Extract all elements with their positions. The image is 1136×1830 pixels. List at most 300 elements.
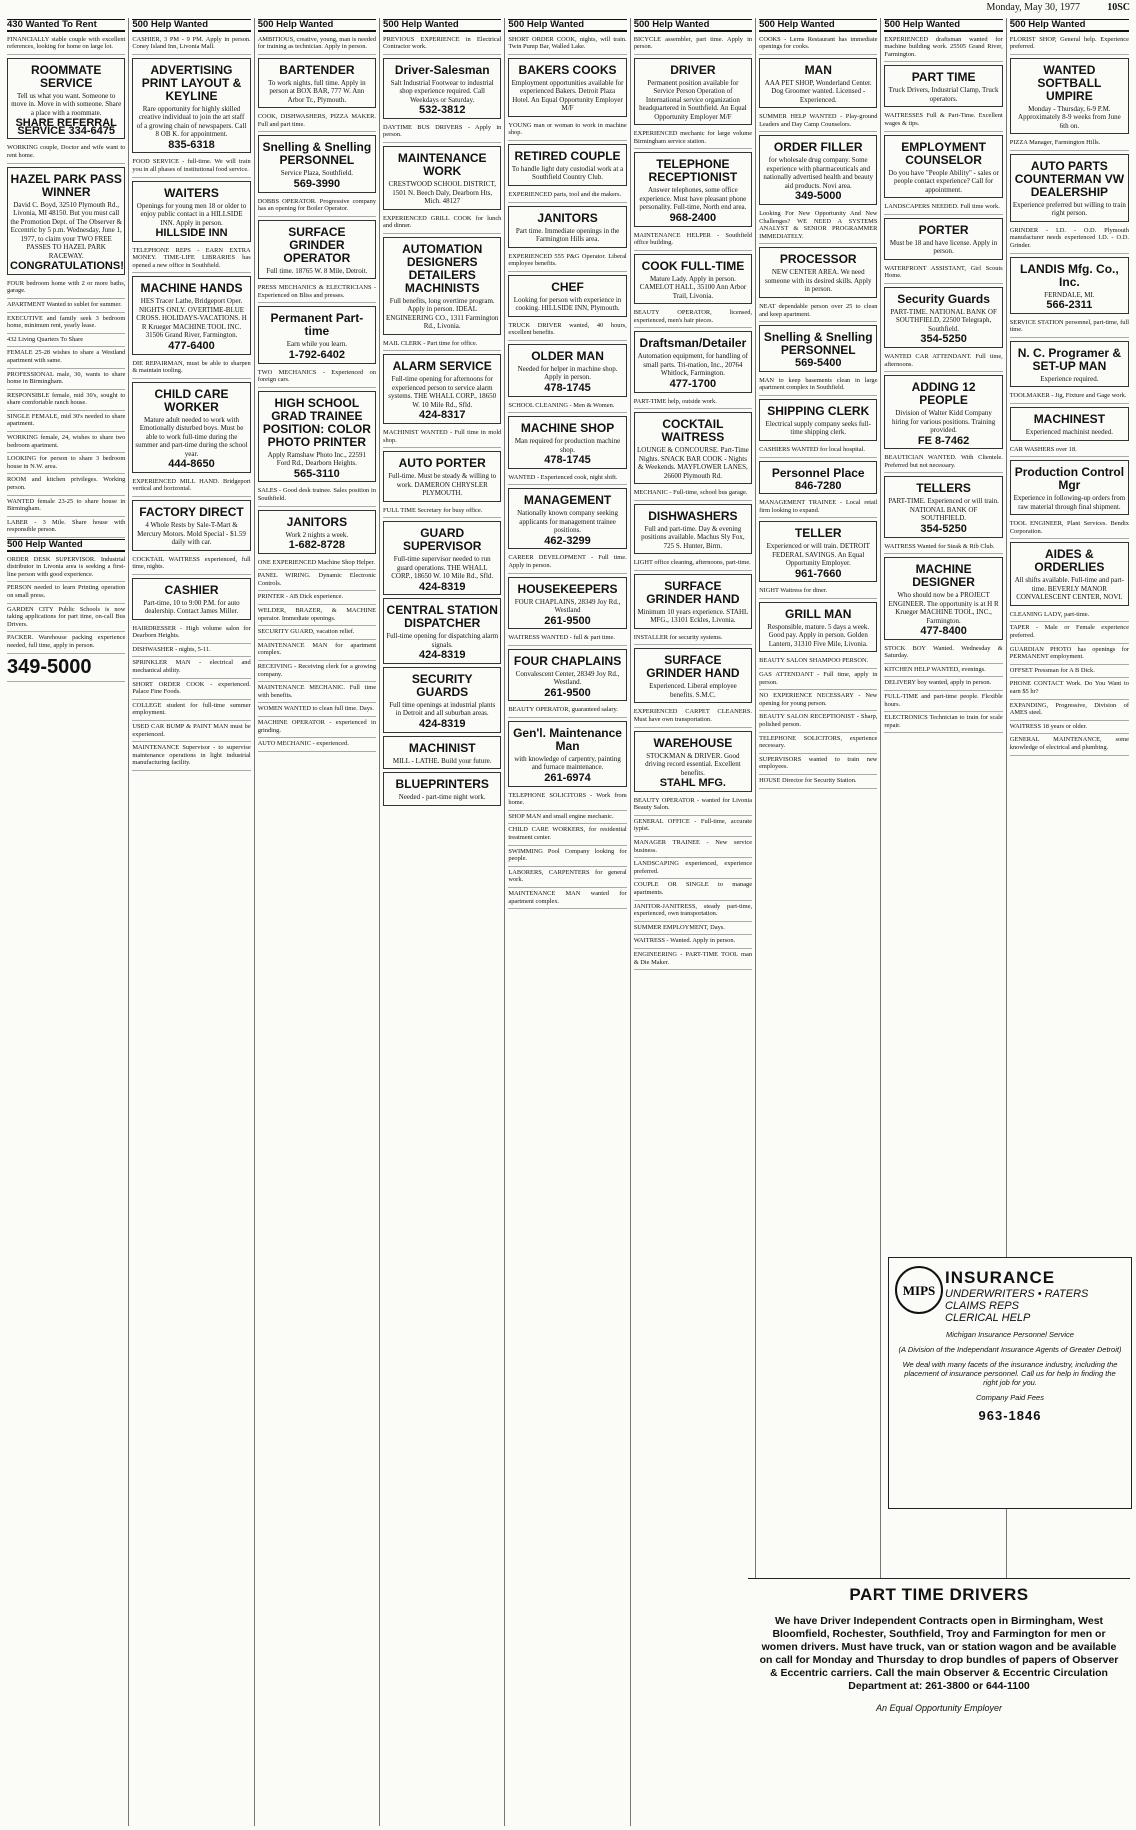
display-ad-phone: STAHL MFG.: [659, 777, 726, 790]
classified-ad: RECEIVING - Receiving clerk for a growing company.: [258, 661, 376, 682]
display-ad-body: AAA PET SHOP, Wonderland Center. Dog Groomer wanted. Licensed - Experienced.: [764, 78, 872, 104]
display-ad-body: Who should now be a PROJECT ENGINEER. The opportunity is at H R Krueger MACHINE TOOL, INC., Farmington.: [888, 591, 999, 625]
display-ad: [634, 58, 752, 126]
column-heading: 500 Help Wanted: [383, 19, 501, 32]
display-ad-title: DISHWASHERS: [648, 508, 738, 523]
display-ad-title: LANDIS Mfg. Co., Inc.: [1020, 261, 1119, 289]
display-ad-phone: 444-8650: [168, 458, 215, 471]
display-ad-title: COOK FULL-TIME: [641, 258, 745, 273]
classified-columns: [4, 18, 1132, 1826]
display-ad: [258, 391, 376, 483]
display-ad: [1010, 460, 1129, 515]
display-ad-phone: 478-1745: [544, 454, 591, 467]
display-ad-phone: 424-8319: [418, 580, 466, 593]
display-ad-body: PART-TIME. NATIONAL BANK OF SOUTHFIELD, 22500 Telegraph, Southfield.: [890, 307, 997, 333]
display-ad-body: Experience in following-up orders from raw material through final shipment.: [1013, 494, 1126, 511]
classified-ad: LIGHT office cleaning, afternoons, part-time.: [634, 557, 752, 571]
classified-ad: PROFESSIONAL male, 30, wants to share home in Birmingham.: [7, 369, 125, 390]
insurance-title: INSURANCE: [945, 1268, 1056, 1287]
display-ad-body: Full and part-time. Day & evening positions available. Machus Sly Fox, 725 S. Hunter, Birm.: [641, 524, 745, 550]
classified-ad: CASHIER, 3 PM - 9 PM. Apply in person. Coney Island Inn, Livonia Mall.: [132, 34, 250, 55]
column-heading: 500 Help Wanted: [132, 19, 250, 32]
display-ad-title: HAZEL PARK PASS WINNER: [10, 171, 122, 199]
classified-ad: MAINTENANCE Supervisor - to supervise maintenance operations in light industrial manufacturing facility.: [132, 742, 250, 771]
classified-ad: NIGHT Waitress for diner.: [759, 585, 877, 599]
display-ad-body: PART-TIME. Experienced or will train. NATIONAL BANK OF SOUTHFIELD.: [888, 497, 999, 523]
part-time-drivers-ad: [748, 1578, 1130, 1827]
classified-ad: SECURITY GUARD, vacation relief.: [258, 626, 376, 640]
display-ad-phone: 961-7660: [794, 567, 842, 580]
display-ad: [132, 58, 250, 154]
display-ad-phone: 566-2311: [1046, 299, 1093, 312]
display-ad-title: Gen'l. Maintenance Man: [513, 725, 622, 753]
display-ad: [7, 167, 125, 275]
classified-ad: SWIMMING Pool Company looking for people.: [508, 846, 626, 867]
classified-ad: GUARDIAN PHOTO has openings for PERMANENT employment.: [1010, 644, 1129, 665]
display-ad-body: Full-time opening for dispatching alarm signals.: [386, 632, 499, 649]
display-ad-body: Truck Drivers, Industrial Clamp, Truck operators.: [888, 86, 999, 103]
classified-ad: MAIL CLERK - Part time for office.: [383, 338, 501, 352]
display-ad: [759, 247, 877, 298]
display-ad-title: HIGH SCHOOL GRAD TRAINEE POSITION: COLOR PHOTO PRINTER: [262, 395, 371, 449]
column-3: [255, 18, 380, 1826]
column-7: [756, 18, 881, 1826]
classified-ad: EXPERIENCED MILL HAND. Bridgeport vertical and horizontal.: [132, 476, 250, 497]
display-ad-title: MACHINIST: [408, 740, 476, 755]
display-ad-body: HES Tracer Lathe, Bridgeport Oper. NIGHTS ONLY. OVERTIME-BLUE CROSS. HOLIDAYS-VACATIONS. H R Krueger MACHINE TOOL INC. 31506 Grand River, Farmington.: [136, 297, 247, 340]
classified-ad: HOUSE Director for Security Station.: [759, 775, 877, 789]
display-ad-phone: 261-9500: [544, 686, 591, 699]
classified-ad: EXPERIENCED parts, tool and die makers.: [508, 189, 626, 203]
classified-ad: COCKTAIL WAITRESS experienced, full time, nights.: [132, 554, 250, 575]
display-ad-phone: 261-6974: [544, 771, 591, 784]
drivers-title: PART TIME DRIVERS: [849, 1585, 1029, 1604]
display-ad-title: TELLERS: [916, 481, 971, 496]
display-ad-title: COCKTAIL WAITRESS: [661, 417, 725, 445]
display-ad-body: Experience preferred but willing to train right person.: [1012, 200, 1126, 218]
classified-ad: DIE REPAIRMAN, must be able to sharpen & maintain tooling.: [132, 358, 250, 379]
display-ad-title: JANITORS: [537, 210, 598, 225]
display-ad: [1010, 257, 1129, 314]
classified-ad: WANTED - Experienced cook, night shift.: [508, 472, 626, 486]
classified-ad: WANTED CAR ATTENDANT. Full time, afternoons.: [884, 351, 1002, 372]
display-ad-body: CRESTWOOD SCHOOL DISTRICT, 1501 N. Beech Daly, Dearborn Hts, Mich. 48127: [388, 180, 496, 206]
display-ad-title: BAKERS COOKS: [518, 62, 617, 77]
classified-ad: TOOL ENGINEER, Plant Services. Bendix Corporation.: [1010, 518, 1129, 539]
display-ad-title: CHILD CARE WORKER: [154, 386, 229, 414]
display-ad: [634, 152, 752, 226]
display-ad-phone: 477-1700: [669, 377, 717, 390]
classified-ad: SALES - Good desk trainee. Sales position in Southfield.: [258, 485, 376, 506]
display-ad-phone: 532-3812: [418, 104, 466, 117]
display-ad-title: MAN: [804, 62, 832, 77]
display-ad-body: Apply Ramshaw Photo Inc., 22591 Ford Rd., Dearborn Heights.: [267, 450, 367, 468]
display-ad-body: Full benefits, long overtime program. Apply in person. IDEAL ENGINEERING CO., 1311 Farmington Rd., Livonia.: [386, 296, 499, 331]
display-ad: [634, 412, 752, 484]
classified-ad: TAPER - Male or Female experience preferred.: [1010, 622, 1129, 643]
classified-ad: CHILD CARE WORKERS, for residential treatment center.: [508, 824, 626, 845]
display-ad-body: Full-time. Must be steady & willing to work. DAMERON CHRYSLER PLYMOUTH.: [388, 472, 497, 498]
classified-ad: MACHINE OPERATOR - experienced in grinding.: [258, 717, 376, 738]
classified-ad: ROOM and kitchen privileges. Working person.: [7, 474, 125, 495]
classified-ad: COLLEGE student for full-time summer employment.: [132, 700, 250, 721]
display-ad-title: Production Control Mgr: [1014, 465, 1125, 493]
column-2: [129, 18, 254, 1826]
display-ad: [383, 237, 501, 335]
display-ad-title: MACHINE SHOP: [520, 421, 615, 436]
classified-ad: MAN to keep basements clean in large apartment complex in Southfield.: [759, 375, 877, 396]
classified-ad: MECHANIC - Full-time, school bus garage.: [634, 487, 752, 501]
classified-ad: WAITRESS WANTED - full & part time.: [508, 632, 626, 646]
display-ad-body: Tell us what you want. Someone to move in. Move in with someone. Share a place with a roommate.: [11, 91, 122, 117]
insurance-note: We deal with many facets of the insurance industry, including the placement of insurance personnel. Call us for help in finding the right job for you.: [902, 1360, 1118, 1387]
classified-ad: AMBITIOUS, creative, young, man is needed for training as technician. Apply in person.: [258, 34, 376, 55]
classified-ad: PRINTER - AB Dick experience.: [258, 591, 376, 605]
display-ad-body: Automation equipment, for handling of small parts. Tri-mation, Inc., 20764 Whitlock, Farmington.: [637, 352, 748, 378]
display-ad: [508, 344, 626, 397]
classified-ad: SUPERVISORS wanted to train new employees.: [759, 754, 877, 775]
classified-ad: NEAT dependable person over 25 to clean and keep apartment.: [759, 301, 877, 322]
display-ad-body: Full time openings at industrial plants in Detroit and all suburban areas.: [389, 700, 496, 718]
display-ad-title: MACHINE DESIGNER: [912, 562, 975, 590]
classified-ad: INSTALLER for security systems.: [634, 632, 752, 646]
insurance-line-3: CLERICAL HELP: [945, 1312, 1031, 1324]
display-ad-body: Experienced or will train. DETROIT FEDERAL SAVINGS. An Equal Opportunity Employer.: [766, 542, 870, 568]
display-ad: [258, 306, 376, 363]
display-ad-title: AUTO PARTS COUNTERMAN VW DEALERSHIP: [1014, 158, 1125, 199]
display-ad: [759, 325, 877, 372]
display-ad-title: GRILL MAN: [785, 606, 852, 621]
display-ad-title: PROCESSOR: [779, 252, 857, 267]
insurance-phone: 963-1846: [978, 1408, 1042, 1423]
display-ad-title: Security Guards: [897, 291, 990, 306]
display-ad: [508, 275, 626, 317]
column-heading: 500 Help Wanted: [634, 19, 752, 32]
classified-ad: COOK, DISHWASHERS, PIZZA MAKER. Full and part time.: [258, 111, 376, 132]
classified-ad: Looking For New Opportunity And New Challenges? WE NEED A SYSTEMS ANALYST & SENIOR PROGRAMMER IMMEDIATELY.: [759, 208, 877, 244]
display-ad: [759, 521, 877, 582]
display-ad: [258, 135, 376, 192]
display-ad-title: ADDING 12 PEOPLE: [911, 380, 976, 408]
mips-logo-icon: [895, 1266, 943, 1314]
classified-ad: PIZZA Manager, Farmington Hills.: [1010, 137, 1129, 151]
display-ad-body: Man required for production machine shop.: [514, 437, 621, 454]
display-ad-phone: 569-5400: [794, 357, 842, 370]
column-8: [881, 18, 1006, 1826]
column-heading: 500 Help Wanted: [258, 19, 376, 32]
classified-ad: EXPERIENCED draftsman wanted for machine building work. 25505 Grand River, Farmington.: [884, 34, 1002, 63]
classified-ad: TOOLMAKER - Jig, Fixture and Gage work.: [1010, 390, 1129, 404]
display-ad: [1010, 154, 1129, 222]
classified-ad: EXPERIENCED 555 P&G Operator. Liberal employee benefits.: [508, 251, 626, 272]
display-ad-title: HOUSEKEEPERS: [517, 581, 618, 596]
column-heading: 500 Help Wanted: [884, 19, 1002, 32]
display-ad-body: Division of Walter Kidd Company hiring for various positions. Training provided.: [891, 409, 996, 435]
classified-ad: PACKER. Warehouse packing experience needed, full time, apply in person.: [7, 632, 125, 653]
display-ad-title: DRIVER: [670, 62, 716, 77]
display-ad-body: Full-time opening for afternoons for experienced person to service alarm systems. THE WHALL CORP., 18650 W. 10 Mile Rd., Sfld.: [388, 375, 497, 409]
display-ad-title: MAINTENANCE WORK: [397, 151, 487, 179]
classified-ad: GENERAL MAINTENANCE, some knowledge of electrical and plumbing.: [1010, 734, 1129, 755]
display-ad: [1010, 58, 1129, 135]
classified-ad: BICYCLE assembler, part time. Apply in person.: [634, 34, 752, 55]
display-ad: [634, 648, 752, 703]
display-ad-title: BLUEPRINTERS: [395, 777, 489, 791]
display-ad-body: Permanent position available for Service Person Operation of International service organization headquartered in Southfield. An Equal Opportunity Employer M/F: [639, 78, 747, 121]
display-ad: [884, 135, 1002, 199]
display-ad-title: CENTRAL STATION DISPATCHER: [386, 603, 498, 631]
column-heading: 500 Help Wanted: [759, 19, 877, 32]
display-ad-body: FERNDALE, MI.: [1044, 290, 1095, 299]
display-ad-title: ALARM SERVICE: [392, 359, 492, 374]
display-ad-body: Experienced. Liberal employee benefits. S.M.C.: [649, 682, 737, 699]
display-ad-body: Work 2 nights a week.: [285, 530, 349, 539]
display-ad-title: SHIPPING CLERK: [767, 403, 870, 418]
display-ad: [759, 135, 877, 205]
classified-ad: ENGINEERING - PART-TIME TOOL man & Die Maker.: [634, 949, 752, 970]
display-ad: [508, 144, 626, 186]
display-ad-phone: HILLSIDE INN: [155, 227, 228, 240]
display-ad-title: ORDER FILLER: [773, 140, 863, 155]
display-ad-phone: 569-3990: [293, 177, 341, 190]
display-ad-body: FOUR CHAPLAINS, 28349 Joy Rd., Westland: [514, 597, 621, 615]
insurance-service: Michigan Insurance Personnel Service: [946, 1330, 1074, 1339]
display-ad-title: GUARD SUPERVISOR: [402, 526, 482, 554]
classified-ad: CLEANING LADY, part-time.: [1010, 609, 1129, 623]
display-ad-phone: 565-3110: [293, 467, 340, 480]
classified-ad: FEMALE 25-28 wishes to share a Westland apartment with same.: [7, 347, 125, 368]
classified-ad: PERSON needed to learn Printing operation on small press.: [7, 582, 125, 603]
display-ad: [1010, 542, 1129, 606]
display-ad: [383, 146, 501, 210]
classified-ad: ORDER DESK SUPERVISOR. Industrial distributor in Livonia area is seeking a first-line person with good experience.: [7, 554, 125, 583]
display-ad: [132, 276, 250, 354]
classified-ad: BEAUTY OPERATOR, licensed, experienced, men's hair pieces.: [634, 307, 752, 328]
display-ad-body: Full time. 18765 W. 8 Mile, Detroit.: [266, 266, 368, 275]
display-ad-body: MILL - LATHE. Build your future.: [392, 756, 492, 765]
classified-ad: WAITRESS - Wanted. Apply in person.: [634, 935, 752, 949]
classified-ad: MAINTENANCE HELPER - Southfield office building.: [634, 230, 752, 251]
classified-ad: WAITRESS Wanted for Steak & Rib Club.: [884, 541, 1002, 555]
classified-ad: WOMEN WANTED to clean full time. Days.: [258, 703, 376, 717]
display-ad-phone: 354-5250: [920, 333, 967, 346]
display-ad: [383, 772, 501, 806]
display-ad-body: Part-time, 10 to 9:00 P.M. for auto dealership. Contact James Miller.: [143, 598, 240, 616]
classified-ad: TRUCK DRIVER wanted, 40 hours, excellent benefits.: [508, 320, 626, 341]
display-ad-phone: 477-6400: [168, 339, 215, 352]
classified-ad: OFFSET Pressman for A B Dick.: [1010, 665, 1129, 679]
classified-ad: CASHIERS WANTED for local hospital.: [759, 444, 877, 458]
display-ad-body: Openings for young men 18 or older to enjoy public contact in a HILLSIDE INN. Apply in person.: [136, 201, 247, 227]
display-ad-title: AUTO PORTER: [398, 456, 486, 471]
display-ad-title: MANAGEMENT: [523, 493, 612, 508]
classified-ad: GENERAL OFFICE - Full-time, accurate typist.: [634, 816, 752, 837]
display-ad-phone: SHARE REFERRAL SERVICE 334-6475: [15, 117, 117, 137]
display-ad: [759, 399, 877, 441]
display-ad-body: Mature Lady. Apply in person. CAMELOT HALL, 35100 Ann Arbor Trail, Livonia.: [639, 274, 747, 300]
classified-ad: WELDER, BRAZER, & MACHINE operator. Immediate openings.: [258, 605, 376, 626]
classified-ad: DAYTIME BUS DRIVERS - Apply in person.: [383, 122, 501, 143]
display-ad: [634, 504, 752, 555]
display-ad: [759, 58, 877, 109]
display-ad-body: Looking for person with experience in cooking. HILLSIDE INN, Plymouth.: [513, 295, 622, 313]
display-ad: [884, 65, 1002, 107]
display-ad: [132, 382, 250, 473]
display-ad: [383, 736, 501, 770]
classified-ad: MACHINIST WANTED - Full time in mold shop.: [383, 427, 501, 448]
classified-ad: PRESS MECHANICS & ELECTRICIANS - Experienced on Bliss and presses.: [258, 282, 376, 303]
display-ad-title: TELEPHONE RECEPTIONIST: [648, 157, 738, 185]
display-ad: [759, 461, 877, 495]
display-ad: [132, 578, 250, 620]
classified-ad: EXPANDING, Progressive, Division of AMES steel.: [1010, 700, 1129, 721]
display-ad-body: Experienced machinist needed.: [1025, 428, 1113, 437]
display-ad: [132, 181, 250, 242]
display-ad-phone: 835-6318: [168, 138, 215, 151]
display-ad: [884, 375, 1002, 449]
display-ad: [508, 577, 626, 630]
display-ad-title: PORTER: [918, 222, 969, 237]
column-heading: 500 Help Wanted: [1010, 19, 1129, 32]
display-ad-body: STOCKMAN & DRIVER. Good driving record essential. Excellent benefits.: [645, 751, 741, 777]
display-ad: [634, 331, 752, 392]
classified-ad: LANDSCAPERS NEEDED. Full time work.: [884, 201, 1002, 215]
classified-ad: CAR WASHERS over 18.: [1010, 444, 1129, 458]
classified-ad: TWO MECHANICS - Experienced on foreign cars.: [258, 367, 376, 388]
display-ad-title: SURFACE GRINDER HAND: [646, 653, 740, 681]
column-heading: 430 Wanted To Rent: [7, 19, 125, 32]
insurance-display-ad: [888, 1257, 1132, 1509]
classified-ad: BEAUTY SALON RECEPTIONIST - Sharp, polished person.: [759, 711, 877, 732]
classified-ad: COOKS - Lerns Restaurant has immediate openings for cooks.: [759, 34, 877, 55]
display-ad-title: AIDES & ORDERLIES: [1034, 547, 1105, 575]
classified-ad: COUPLE OR SINGLE to manage apartments.: [634, 879, 752, 900]
column-4: [380, 18, 505, 1826]
display-ad: [383, 667, 501, 733]
classified-ad: BEAUTY OPERATOR - wanted for Livonia Beauty Salon.: [634, 795, 752, 816]
classified-ad: SERVICE STATION personnel, part-time, full time.: [1010, 317, 1129, 338]
classified-ad: WAITRESSES Full & Part-Time. Excellent wages & tips.: [884, 110, 1002, 131]
display-ad: [884, 218, 1002, 260]
display-ad-title: SURFACE GRINDER HAND: [646, 578, 740, 606]
classified-ad: EXPERIENCED mechanic for large volume Birmingham service station.: [634, 128, 752, 149]
display-ad-body: Convalescent Center, 28349 Joy Rd., Westland.: [515, 669, 620, 687]
display-ad-phone: 478-1745: [544, 381, 591, 394]
display-ad: [1010, 407, 1129, 441]
svg-text:MIPS: MIPS: [902, 1283, 936, 1298]
classified-ad: USED CAR BUMP & PAINT MAN must be experienced.: [132, 721, 250, 742]
classified-ad: PREVIOUS EXPERIENCE in Electrical Contractor work.: [383, 34, 501, 55]
display-ad-body: To handle light duty custodial work at a Southfield Country Club.: [511, 164, 624, 182]
classified-ad: MANAGEMENT TRAINEE - Local retail firm looking to expand.: [759, 497, 877, 518]
display-ad-title: MACHINEST: [1033, 412, 1106, 427]
classified-ad: MANAGER TRAINEE - New service business.: [634, 837, 752, 858]
display-ad-body: Employment opportunities available for experienced Bakers. Detroit Plaza Hotel. An Equal Opportunity Employer M/F: [511, 78, 624, 113]
classified-ad: WATERFRONT ASSISTANT, Girl Scouts Home.: [884, 263, 1002, 284]
display-ad-phone: 462-3299: [544, 534, 591, 547]
display-ad-title: ADVERTISING PRINT LAYOUT & KEYLINE: [141, 62, 242, 103]
display-ad-body: Earn while you learn.: [286, 340, 347, 349]
display-ad-phone: 424-8319: [418, 717, 466, 730]
classified-ad: TELEPHONE REPS - EARN EXTRA MONEY. TIME-LIFE LIBRARIES has opened a new office in Southfield.: [132, 245, 250, 274]
display-ad: [383, 598, 501, 664]
display-ad-body: To work nights, full time. Apply in person at BOX BAR, 777 W. Ann Arbor Tr., Plymouth.: [268, 78, 366, 104]
display-ad-phone: FE 8-7462: [917, 434, 970, 447]
display-ad: [508, 488, 626, 549]
classified-ad: DELIVERY boy wanted, apply in person.: [884, 677, 1002, 691]
classified-ad: FULL-TIME and part-time people. Flexible hours.: [884, 691, 1002, 712]
display-ad: [508, 58, 626, 117]
display-ad-title: JANITORS: [286, 514, 348, 529]
display-ad-body: Minimum 10 years experience. STAHL MFG., 13101 Eckles, Livonia.: [637, 607, 749, 625]
display-ad-title: AUTOMATION DESIGNERS DETAILERS MACHINISTS: [402, 241, 483, 295]
classified-ad: WORKING female, 24, wishes to share two bedroom apartment.: [7, 432, 125, 453]
classified-ad: 432 Living Quarters To Share: [7, 334, 125, 348]
display-ad: [508, 416, 626, 469]
classified-ad: PANEL WIRING. Dynamic Electronic Controls.: [258, 570, 376, 591]
display-ad: [258, 58, 376, 109]
ad-phone: 349-5000: [7, 654, 125, 682]
display-ad-phone: 968-2400: [669, 211, 717, 224]
display-ad-body: Rare opportunity for highly skilled creative individual to join the art staff of a growing chain of newspapers. Call 8 OB K. for appointment.: [136, 104, 247, 139]
classified-ad: HAIRDRESSER - High volume salon for Dearborn Heights.: [132, 623, 250, 644]
display-ad-body: Must be 18 and have license. Apply in person.: [889, 238, 998, 256]
classified-ad: SHORT ORDER COOK - experienced. Palace Fine Foods.: [132, 679, 250, 700]
classified-ad: JANITOR-JANITRESS, steady part-time, experienced, own transportation.: [634, 901, 752, 922]
display-ad: [383, 451, 501, 502]
column-heading: 500 Help Wanted: [508, 19, 626, 32]
display-ad-body: Needed for helper in machine shop. Apply in person.: [517, 364, 618, 382]
display-ad: [884, 287, 1002, 348]
display-ad-title: WAITERS: [164, 185, 219, 200]
display-ad: [7, 58, 125, 140]
display-ad-body: Part time. Immediate openings in the Farmington Hills area.: [515, 226, 620, 244]
display-ad: [258, 220, 376, 280]
display-ad-body: with knowledge of carpentry, painting and furnace maintenance.: [514, 754, 621, 772]
display-ad-phone: 349-5000: [794, 190, 842, 203]
classified-ad: SHOP MAN and small engine mechanic.: [508, 811, 626, 825]
classified-ad: BEAUTY SALON SHAMPOO PERSON.: [759, 655, 877, 669]
classified-ad: LANDSCAPING experienced, experience preferred.: [634, 858, 752, 879]
column-6: [631, 18, 756, 1826]
classified-ad: BEAUTY OPERATOR, guaranteed salary.: [508, 704, 626, 718]
drivers-body: We have Driver Independent Contracts open in Birmingham, West Bloomfield, Rochester, Southfield, Troy and Farmington for men or women drivers. Must have truck, van or station wagon and be available on call for Monday and Thursday to drop bundles of papers of Observer & Eccentric carriers. Call the main Observer & Eccentric Circulation Department at: 261-3800 or 644-1100: [759, 1615, 1119, 1692]
classified-ad: KITCHEN HELP WANTED, evenings.: [884, 664, 1002, 678]
classified-ad: PHONE CONTACT Work. Do You Want to earn $5 hr?: [1010, 678, 1129, 699]
classified-ad: CAREER DEVELOPMENT - Full time. Apply in person.: [508, 552, 626, 573]
classified-ad: FLORIST SHOP, General help. Experience preferred.: [1010, 34, 1129, 55]
classified-ad: NO EXPERIENCE NECESSARY - New opening for young person.: [759, 690, 877, 711]
display-ad: [759, 602, 877, 653]
classified-ad: SUMMER EMPLOYMENT, Days.: [634, 922, 752, 936]
display-ad: [132, 500, 250, 551]
display-ad-phone: 477-8400: [920, 625, 967, 638]
display-ad-body: for wholesale drug company. Some experience with pharmaceuticals and nationally advertised health and beauty aid products. Novi area.: [763, 156, 874, 190]
classified-ad: AUTO MECHANIC - experienced.: [258, 738, 376, 752]
display-ad-body: LOUNGE & CONCOURSE. Part-Time Nights. SNACK BAR COOK - Nights & Weekends. MAYFLOWER LANES, 26600 Plymouth Rd.: [637, 446, 749, 480]
display-ad-body: Electrical supply company seeks full-time shipping clerk.: [765, 419, 871, 437]
display-ad-title: RETIRED COUPLE: [514, 148, 621, 163]
display-ad-body: 4 Whole Rests by Sale-T-Mart & Mercury Motors. Mold Special - $1.59 daily with car.: [137, 521, 246, 546]
display-ad: [508, 721, 626, 787]
display-ad-phone: 354-5250: [920, 522, 967, 535]
display-ad-title: MACHINE HANDS: [140, 281, 243, 296]
display-ad-title: Permanent Part-time: [270, 311, 364, 339]
display-ad-body: Salt Industrial Footwear to industrial shop experience required. Call Weekdays or Saturday.: [390, 78, 494, 104]
classified-ad: DISHWASHER - nights, 5-11.: [132, 644, 250, 658]
display-ad-body: Needed - part-time night work.: [398, 793, 486, 801]
display-ad-body: Experience required.: [1040, 374, 1099, 383]
